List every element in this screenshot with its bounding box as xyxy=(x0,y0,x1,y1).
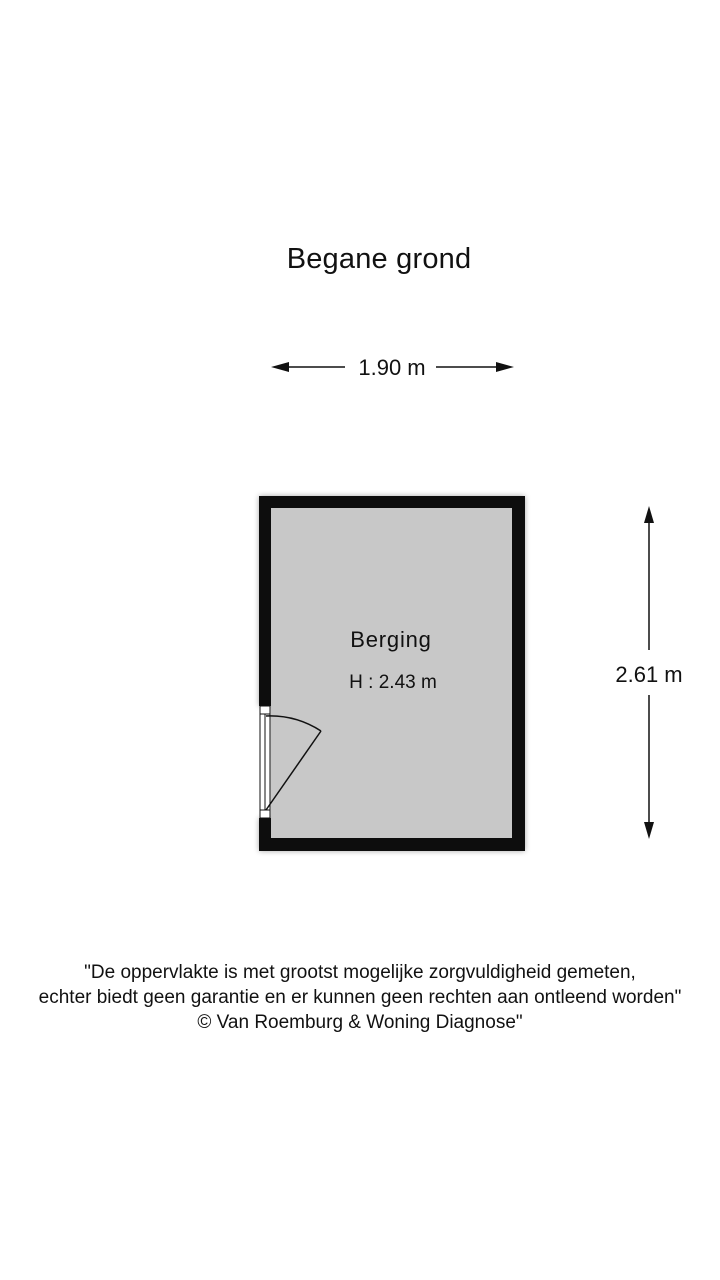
room-height: H : 2.43 m xyxy=(349,672,437,693)
room-name: Berging xyxy=(350,627,432,652)
door-jamb-bottom xyxy=(260,810,270,818)
wall-bottom xyxy=(259,838,525,851)
width-dimension-label: 1.90 m xyxy=(358,355,426,380)
depth-dimension xyxy=(615,506,682,839)
arrow-right-icon xyxy=(496,362,514,372)
arrow-left-icon xyxy=(271,362,289,372)
wall-top xyxy=(259,496,525,508)
door-jamb-top xyxy=(260,706,270,714)
wall-left-lower xyxy=(259,818,271,851)
floor-title: Begane grond xyxy=(286,243,472,275)
disclaimer-line-3: © Van Roemburg & Woning Diagnose" xyxy=(197,1012,523,1033)
disclaimer-line-2: echter biedt geen garantie en er kunnen geen rechten aan ontleend worden" xyxy=(38,987,682,1008)
disclaimer xyxy=(0,960,720,1035)
depth-dimension-label: 2.61 m xyxy=(615,662,683,687)
arrow-down-icon xyxy=(644,822,654,839)
wall-right xyxy=(512,496,525,851)
wall-left-upper xyxy=(259,496,271,706)
disclaimer-line-1: "De oppervlakte is met grootst mogelijke zorgvuldigheid gemeten, xyxy=(84,962,636,983)
width-dimension xyxy=(271,355,514,380)
